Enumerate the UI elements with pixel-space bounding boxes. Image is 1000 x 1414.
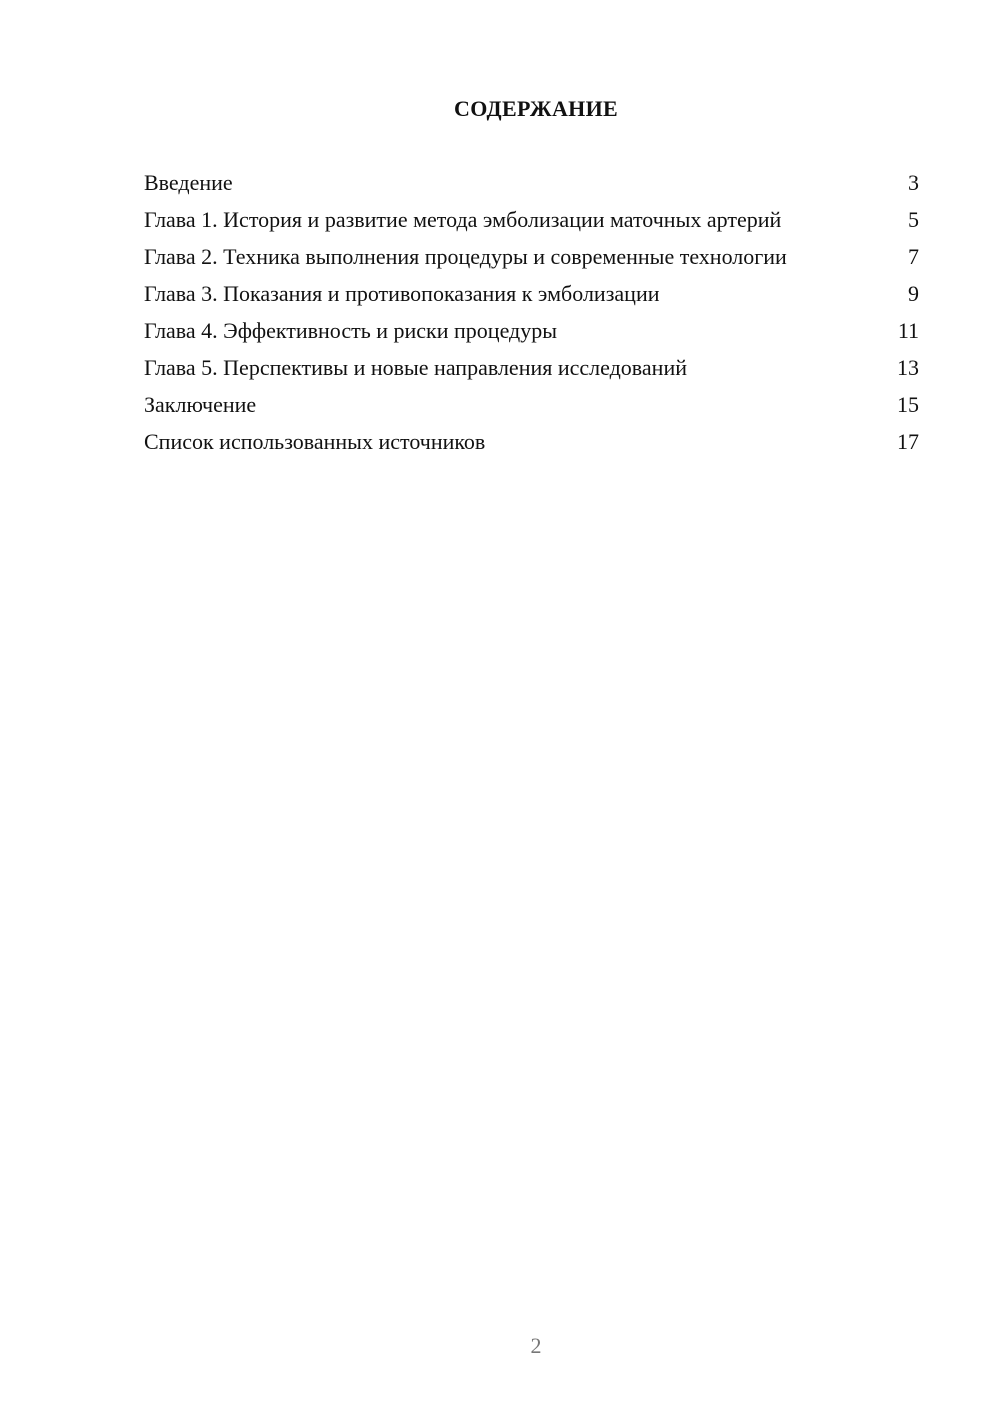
table-of-contents [144, 170, 919, 466]
toc-entry-title: Заключение [144, 392, 257, 417]
toc-entry-page: 5 [908, 207, 919, 232]
toc-entry-page: 11 [897, 318, 919, 343]
toc-entry-page: 7 [908, 244, 919, 269]
toc-entry-title: Глава 4. Эффективность и риски процедуры [144, 318, 558, 343]
toc-entry-page: 17 [897, 429, 919, 454]
toc-entry-page: 15 [897, 392, 919, 417]
toc-entry-chapter-2 [144, 244, 919, 270]
toc-entry-title: Глава 1. История и развитие метода эмболизации маточных артерий [144, 207, 782, 232]
toc-entry-title: Введение [144, 170, 233, 195]
page-number: 2 [530, 1333, 542, 1358]
toc-entry-chapter-4 [144, 318, 919, 344]
toc-entry-introduction [144, 170, 919, 196]
toc-entry-title: Глава 3. Показания и противопоказания к эмболизации [144, 281, 660, 306]
toc-entry-page: 13 [897, 355, 919, 380]
toc-entry-conclusion [144, 392, 919, 418]
toc-entry-references [144, 429, 919, 455]
toc-heading: СОДЕРЖАНИЕ [454, 96, 618, 121]
toc-entry-title: Список использованных источников [144, 429, 486, 454]
toc-entry-page: 3 [908, 170, 919, 195]
toc-entry-title: Глава 2. Техника выполнения процедуры и современные технологии [144, 244, 787, 269]
toc-entry-title: Глава 5. Перспективы и новые направления исследований [144, 355, 687, 380]
toc-entry-chapter-5 [144, 355, 919, 381]
toc-entry-page: 9 [908, 281, 919, 306]
toc-entry-chapter-1 [144, 207, 919, 233]
toc-entry-chapter-3 [144, 281, 919, 307]
